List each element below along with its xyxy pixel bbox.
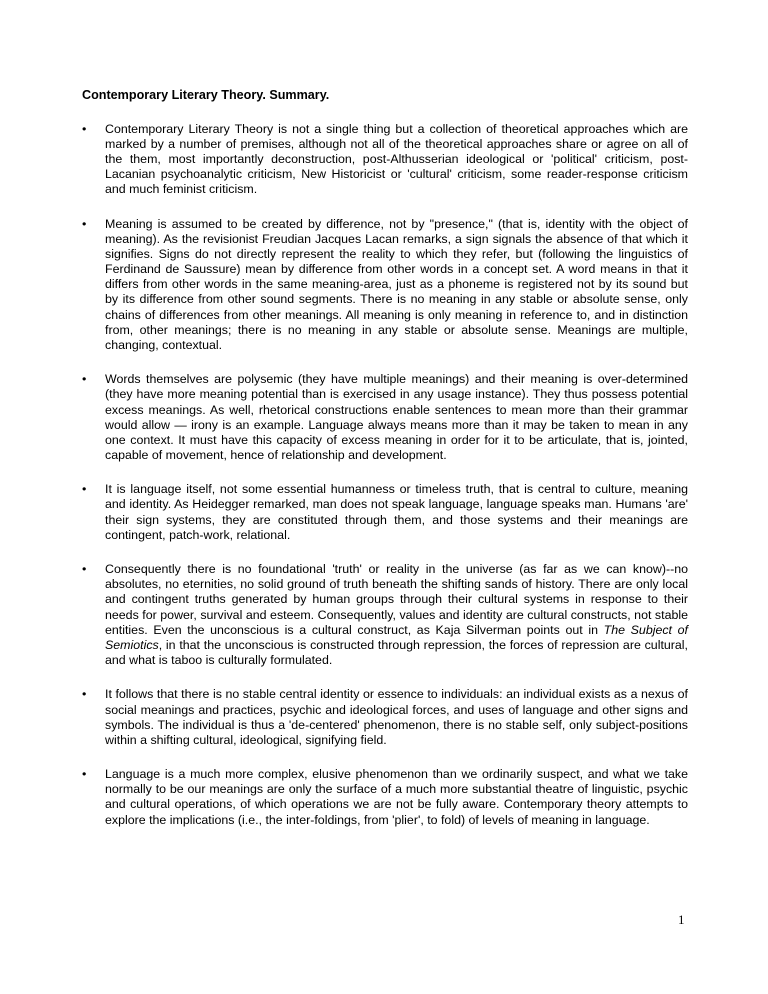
bullet-item (82, 372, 688, 463)
bullet-dot-icon: • (82, 562, 87, 577)
book-title-italic: The Subject of Semiotics (105, 622, 688, 652)
bullet-text: Words themselves are polysemic (they have multiple meanings) and their meaning is over-determined (they have more meaning potential than is exercised in any usage instance). They thus possess potential excess meanings. As well, rhetorical constructions enable sentences to mean more than their grammar would allow — irony is an example. Language always means more than it may be taken to mean in any one context. It must have this capacity of excess meaning in order for it to be articulate, that is, jointed, capable of movement, hence of relationship and development. (105, 372, 688, 462)
bullet-dot-icon: • (82, 216, 87, 231)
bullet-text-part: , in that the unconscious is constructed through repression, the forces of repression are cultural, and what is taboo is culturally formulated. (105, 637, 688, 667)
bullet-item (82, 562, 688, 668)
bullet-item (82, 217, 688, 353)
bullet-text: It follows that there is no stable central identity or essence to individuals: an individual exists as a nexus of social meanings and practices, psychic and ideological forces, and uses of language and other signs and symbols. The individual is thus a 'de-centered' phenomenon, there is no stable self, only subject-positions within a shifting cultural, ideological, signifying field. (105, 687, 688, 747)
bullet-text: It is language itself, not some essential humanness or timeless truth, that is central to culture, meaning and identity. As Heidegger remarked, man does not speak language, language speaks man. Humans 'are' their sign systems, they are constituted through them, and those systems and their meanings are contingent, patch-work, relational. (105, 482, 688, 542)
bullet-item (82, 482, 688, 542)
page-number: 1 (678, 912, 685, 927)
bullet-dot-icon: • (82, 687, 87, 702)
bullet-item (82, 122, 688, 197)
bullet-text (105, 562, 688, 668)
bullet-item (82, 767, 688, 827)
bullet-text: Meaning is assumed to be created by difference, not by "presence," (that is, identity with the object of meaning). As the revisionist Freudian Jacques Lacan remarks, a sign signals the absence of that which it signifies. Signs do not directly represent the reality to which they refer, but (following the linguistics of Ferdinand de Saussure) mean by difference from other words in a concept set. A word means in that it differs from other words in the same meaning-area, just as a phoneme is registered not by its sound but by its difference from other sound segments. There is no meaning in any stable or absolute sense, only chains of differences from other meanings. All meaning is only meaning in reference to, and in distinction from, other meanings; there is no meaning in any stable or absolute sense. Meanings are multiple, changing, contextual. (105, 216, 688, 352)
document-title: Contemporary Literary Theory. Summary. (82, 88, 330, 102)
bullet-dot-icon: • (82, 122, 87, 136)
bullet-text: Language is a much more complex, elusive phenomenon than we ordinarily suspect, and what we take normally to be our meanings are only the surface of a much more substantial theatre of linguistic, psychic and cultural operations, of which operations we are not be fully aware. Contemporary theory attempts to explore the implications (i.e., the inter-foldings, from 'plier', to fold) of levels of meaning in language. (105, 767, 688, 827)
bullet-text-part: Consequently there is no foundational 'truth' or reality in the universe (as far as we can know)--no absolutes, no eternities, no solid ground of truth beneath the shifting sands of history. There are only local and contingent truths generated by human groups through their cultural systems in response to their needs for power, survival and esteem. Consequently, values and identity are cultural constructs, not stable entities. Even the unconscious is a cultural construct, as Kaja Silverman points out in (105, 562, 688, 637)
bullet-dot-icon: • (82, 372, 87, 387)
bullet-dot-icon: • (82, 482, 87, 497)
bullet-text: Contemporary Literary Theory is not a single thing but a collection of theoretical approaches which are marked by a number of premises, although not all of the theoretical approaches share or agree on all of the them, most importantly deconstruction, post-Althusserian ideological or 'political' criticism, post-Lacanian psychoanalytic criticism, New Historicist or 'cultural' criticism, some reader-response criticism and much feminist criticism. (105, 122, 688, 197)
bullet-list (82, 122, 688, 847)
bullet-item (82, 687, 688, 747)
bullet-dot-icon: • (82, 767, 87, 782)
